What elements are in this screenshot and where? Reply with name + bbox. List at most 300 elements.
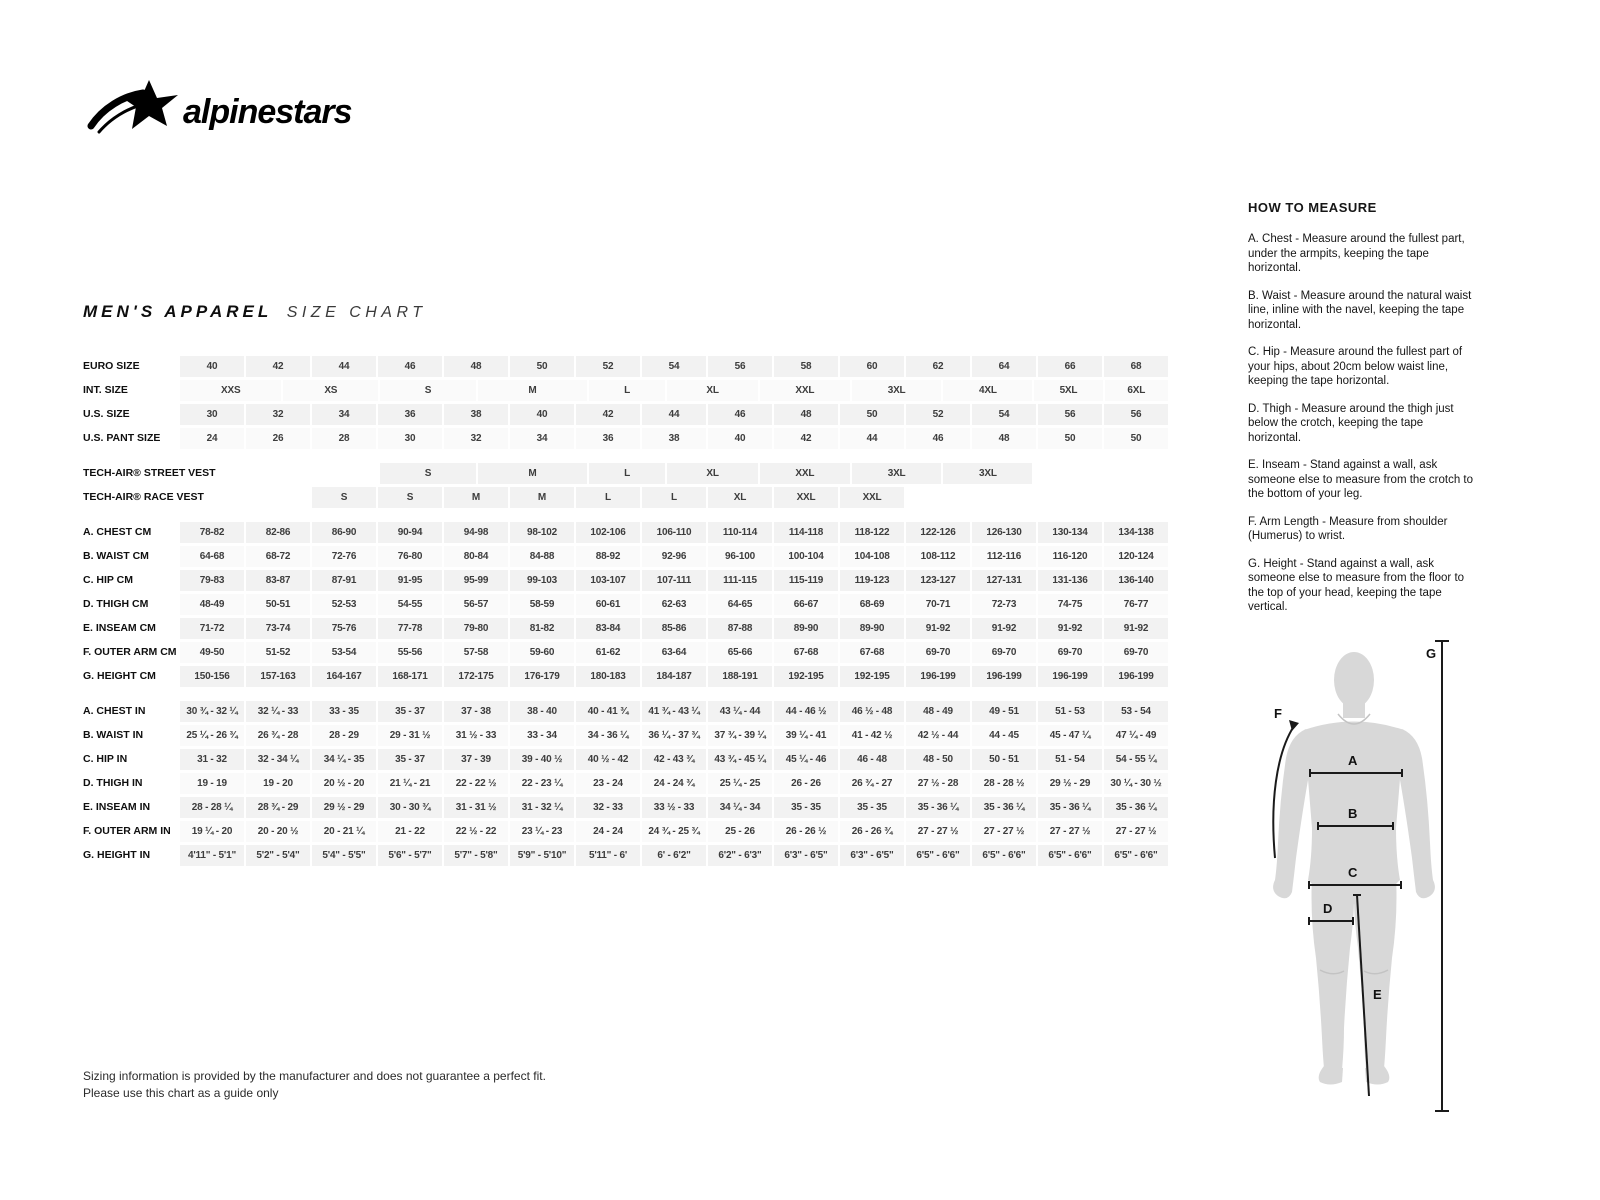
size-cell: 27 - 27 ½ [1104, 821, 1168, 842]
measure-instruction: D. Thigh - Measure around the thigh just below the crotch, keeping the tape horizontal. [1248, 402, 1454, 444]
size-cell: 67-68 [774, 642, 838, 663]
row-label: F. OUTER ARM CM [83, 646, 177, 658]
size-cell: 87-88 [708, 618, 772, 639]
size-cell: 29 - 31 ½ [378, 725, 442, 746]
size-cell: 56-57 [444, 594, 508, 615]
size-cell: 31 - 32 ¼ [510, 797, 574, 818]
size-cell: 25 ¼ - 25 [708, 773, 772, 794]
size-cell: 48-49 [180, 594, 244, 615]
size-cell: 115-119 [774, 570, 838, 591]
size-cell: 54 [642, 356, 706, 377]
size-cell: 37 ¾ - 39 ¼ [708, 725, 772, 746]
size-cell: 95-99 [444, 570, 508, 591]
size-cell: 46 - 48 [840, 749, 904, 770]
astar-logo-icon [85, 76, 365, 144]
size-cell: 32 [444, 428, 508, 449]
size-cell: 49 - 51 [972, 701, 1036, 722]
size-cell: 46 [708, 404, 772, 425]
page-title-sub: SIZE CHART [286, 304, 427, 321]
size-cell: 5'11" - 6' [576, 845, 640, 866]
size-cell: 35 - 36 ¼ [972, 797, 1036, 818]
size-cell: 99-103 [510, 570, 574, 591]
size-cell: 34 [312, 404, 376, 425]
size-cell: 68-69 [840, 594, 904, 615]
size-cell: 79-80 [444, 618, 508, 639]
size-cell: 62-63 [642, 594, 706, 615]
row-label: D. THIGH CM [83, 598, 149, 610]
size-cell: 19 - 19 [180, 773, 244, 794]
size-cell: 58 [774, 356, 838, 377]
size-cell: 83-84 [576, 618, 640, 639]
size-cell: 4XL [943, 380, 1032, 401]
table-row [83, 821, 1168, 842]
size-cell: 29 ½ - 29 [1038, 773, 1102, 794]
size-cell: 52-53 [312, 594, 376, 615]
size-cell: 66-67 [774, 594, 838, 615]
size-cell: 52 [576, 356, 640, 377]
row-label: C. HIP CM [83, 574, 133, 586]
size-cell: 40 [180, 356, 244, 377]
measure-instruction: F. Arm Length - Measure from shoulder (Humerus) to wrist. [1248, 515, 1448, 542]
size-cell: 19 ¼ - 20 [180, 821, 244, 842]
size-cell: 120-124 [1104, 546, 1168, 567]
size-cell: 6'3" - 6'5" [774, 845, 838, 866]
size-cell: 49-50 [180, 642, 244, 663]
size-cell: 73-74 [246, 618, 310, 639]
size-cell: 91-95 [378, 570, 442, 591]
table-row [83, 594, 1168, 615]
size-cell: 44 [840, 428, 904, 449]
size-cell: 6'5" - 6'6" [906, 845, 970, 866]
table-row [83, 725, 1168, 746]
size-cell: 56 [1104, 404, 1168, 425]
size-cell: 35 - 36 ¼ [906, 797, 970, 818]
size-cell: 94-98 [444, 522, 508, 543]
row-label: D. THIGH IN [83, 777, 143, 789]
size-cell: 51 - 54 [1038, 749, 1102, 770]
size-cell: 103-107 [576, 570, 640, 591]
size-cell: 188-191 [708, 666, 772, 687]
measure-instruction: C. Hip - Measure around the fullest part of your hips, about 20cm below waist line, keeping the tape horizontal. [1248, 346, 1463, 387]
size-cell: 66 [1038, 356, 1102, 377]
size-cell: 54-55 [378, 594, 442, 615]
row-label: G. HEIGHT IN [83, 849, 151, 861]
size-cell: M [478, 380, 587, 401]
size-cell: 71-72 [180, 618, 244, 639]
size-cell: 172-175 [444, 666, 508, 687]
size-cell: 30 ¾ - 32 ¼ [180, 701, 244, 722]
size-cell: 42 ½ - 44 [906, 725, 970, 746]
diagram-label-inseam: E [1373, 987, 1382, 1002]
table-row [83, 404, 1168, 425]
size-cell: 42 [774, 428, 838, 449]
size-cell: 62 [906, 356, 970, 377]
size-cell: 81-82 [510, 618, 574, 639]
size-cell: 26 - 26 ¾ [840, 821, 904, 842]
size-cell: 26 ¾ - 28 [246, 725, 310, 746]
size-cell: 114-118 [774, 522, 838, 543]
size-cell: 60-61 [576, 594, 640, 615]
table-row [83, 666, 1168, 687]
size-cell: 86-90 [312, 522, 376, 543]
size-cell: L [589, 463, 665, 484]
size-cell: 30 ¼ - 30 ½ [1104, 773, 1168, 794]
size-cell: 36 [576, 428, 640, 449]
size-cell: 102-106 [576, 522, 640, 543]
size-cell: 116-120 [1038, 546, 1102, 567]
size-cell: XXL [840, 487, 904, 508]
table-row [83, 428, 1168, 449]
size-cell: 28 [312, 428, 376, 449]
table-row [83, 487, 1168, 508]
size-cell: 87-91 [312, 570, 376, 591]
size-cell: 69-70 [1038, 642, 1102, 663]
size-cell: 68-72 [246, 546, 310, 567]
row-label: TECH-AIR® RACE VEST [83, 491, 204, 503]
row-label: TECH-AIR® STREET VEST [83, 467, 216, 479]
size-cell: M [510, 487, 574, 508]
size-cell: 196-199 [972, 666, 1036, 687]
size-cell: 184-187 [642, 666, 706, 687]
row-label: E. INSEAM CM [83, 622, 156, 634]
size-cell: 47 ¼ - 49 [1104, 725, 1168, 746]
size-cell: 24 - 24 ¾ [642, 773, 706, 794]
size-cell: XL [667, 463, 758, 484]
size-cell [906, 487, 970, 508]
size-cell: 90-94 [378, 522, 442, 543]
size-cell: 20 ½ - 20 [312, 773, 376, 794]
size-cell: 130-134 [1038, 522, 1102, 543]
size-cell: 91-92 [1038, 618, 1102, 639]
size-cell: 54 - 55 ¼ [1104, 749, 1168, 770]
size-cell: 37 - 39 [444, 749, 508, 770]
size-cell: 80-84 [444, 546, 508, 567]
size-cell: 40 [708, 428, 772, 449]
size-cell: 40 ½ - 42 [576, 749, 640, 770]
size-cell: 26 ¾ - 27 [840, 773, 904, 794]
table-row [83, 797, 1168, 818]
size-cell [1038, 487, 1102, 508]
size-cell [1104, 487, 1168, 508]
size-cell: 54 [972, 404, 1036, 425]
size-cell: 53 - 54 [1104, 701, 1168, 722]
size-cell: 38 [642, 428, 706, 449]
size-cell: S [380, 463, 476, 484]
size-cell: 127-131 [972, 570, 1036, 591]
row-label: A. CHEST IN [83, 705, 146, 717]
size-cell: 45 ¼ - 46 [774, 749, 838, 770]
table-row [83, 749, 1168, 770]
size-cell: 48 [774, 404, 838, 425]
size-cell: XXL [774, 487, 838, 508]
size-cell: 89-90 [774, 618, 838, 639]
size-cell: 29 ½ - 29 [312, 797, 376, 818]
diagram-label-chest: A [1348, 753, 1358, 768]
size-cell: 26 - 26 ½ [774, 821, 838, 842]
size-cell: 123-127 [906, 570, 970, 591]
size-cell: 28 ¾ - 29 [246, 797, 310, 818]
size-cell: 168-171 [378, 666, 442, 687]
size-cell: 76-77 [1104, 594, 1168, 615]
size-cell: 50 [1038, 428, 1102, 449]
size-cell: 65-66 [708, 642, 772, 663]
size-cell: 22 - 22 ½ [444, 773, 508, 794]
row-label: INT. SIZE [83, 384, 128, 396]
page-title [83, 302, 427, 322]
size-cell: 74-75 [1038, 594, 1102, 615]
size-cell: 46 [378, 356, 442, 377]
disclaimer [83, 1068, 546, 1101]
size-cell: 38 [444, 404, 508, 425]
size-cell: 28 - 28 ¼ [180, 797, 244, 818]
size-cell: 56 [1038, 404, 1102, 425]
size-cell: XS [283, 380, 378, 401]
size-cell: 68 [1104, 356, 1168, 377]
measure-instruction: E. Inseam - Stand against a wall, ask someone else to measure from the crotch to the bottom of your leg. [1248, 459, 1473, 500]
size-cell: 164-167 [312, 666, 376, 687]
size-cell: 83-87 [246, 570, 310, 591]
row-label: G. HEIGHT CM [83, 670, 156, 682]
measure-title: HOW TO MEASURE [1248, 200, 1377, 215]
row-label: B. WAIST IN [83, 729, 144, 741]
size-cell: 67-68 [840, 642, 904, 663]
table-row [83, 380, 1168, 401]
size-cell: 19 - 20 [246, 773, 310, 794]
size-cell: 28 - 29 [312, 725, 376, 746]
size-cell: L [576, 487, 640, 508]
size-cell: 111-115 [708, 570, 772, 591]
row-label: F. OUTER ARM IN [83, 825, 171, 837]
size-cell: 5'9" - 5'10" [510, 845, 574, 866]
size-cell: 6'3" - 6'5" [840, 845, 904, 866]
size-cell: 64-68 [180, 546, 244, 567]
size-cell: 44 - 45 [972, 725, 1036, 746]
diagram-label-thigh: D [1323, 901, 1333, 916]
size-cell: 196-199 [906, 666, 970, 687]
size-cell: 5'4" - 5'5" [312, 845, 376, 866]
size-cell: 35 - 35 [840, 797, 904, 818]
size-cell: 6'2" - 6'3" [708, 845, 772, 866]
size-cell: 50 [510, 356, 574, 377]
size-cell: 24 [180, 428, 244, 449]
measure-list [1248, 232, 1476, 615]
size-cell: 26 - 26 [774, 773, 838, 794]
size-cell: 34 [510, 428, 574, 449]
size-cell: 61-62 [576, 642, 640, 663]
size-cell: 3XL [852, 380, 942, 401]
size-cell: 6'5" - 6'6" [972, 845, 1036, 866]
size-cell: 64 [972, 356, 1036, 377]
size-cell: 3XL [852, 463, 942, 484]
size-cell: 91-92 [906, 618, 970, 639]
page-title-main: MEN'S APPAREL [83, 302, 273, 321]
size-cell: 91-92 [972, 618, 1036, 639]
size-cell: 48 - 49 [906, 701, 970, 722]
size-cell: 35 - 36 ¼ [1038, 797, 1102, 818]
size-cell: 35 - 36 ¼ [1104, 797, 1168, 818]
size-cell: 192-195 [774, 666, 838, 687]
size-cell: 72-73 [972, 594, 1036, 615]
size-cell: 32 - 33 [576, 797, 640, 818]
size-cell: 32 [246, 404, 310, 425]
size-cell: 122-126 [906, 522, 970, 543]
size-cell: 5XL [1034, 380, 1102, 401]
size-cell: 20 - 20 ½ [246, 821, 310, 842]
size-cell: 34 ¼ - 35 [312, 749, 376, 770]
size-cell: 6' - 6'2" [642, 845, 706, 866]
size-cell: 26 [246, 428, 310, 449]
size-cell: 38 - 40 [510, 701, 574, 722]
size-cell: 35 - 37 [378, 749, 442, 770]
size-cell: 27 ½ - 28 [906, 773, 970, 794]
size-cell: 69-70 [1104, 642, 1168, 663]
size-cell: 112-116 [972, 546, 1036, 567]
size-cell: 33 - 34 [510, 725, 574, 746]
size-cell: 27 - 27 ½ [972, 821, 1036, 842]
size-cell: 70-71 [906, 594, 970, 615]
size-cell: 30 - 30 ¾ [378, 797, 442, 818]
row-label: EURO SIZE [83, 360, 140, 372]
size-cell: 30 [180, 404, 244, 425]
size-cell: 136-140 [1104, 570, 1168, 591]
size-cell: 196-199 [1038, 666, 1102, 687]
size-cell: 84-88 [510, 546, 574, 567]
size-cell: 108-112 [906, 546, 970, 567]
size-cell: 6'5" - 6'6" [1104, 845, 1168, 866]
table-row [83, 845, 1168, 866]
size-cell: 35 - 37 [378, 701, 442, 722]
size-cell: 22 ½ - 22 [444, 821, 508, 842]
diagram-label-arm: F [1274, 706, 1282, 721]
size-cell: 96-100 [708, 546, 772, 567]
size-cell: 4'11" - 5'1" [180, 845, 244, 866]
size-cell: 25 - 26 [708, 821, 772, 842]
size-cell: 60 [840, 356, 904, 377]
diagram-label-waist: B [1348, 806, 1358, 821]
disclaimer-line-1: Sizing information is provided by the manufacturer and does not guarantee a perfect fit. [83, 1069, 546, 1083]
row-label: A. CHEST CM [83, 526, 152, 538]
size-cell: 50 [1104, 428, 1168, 449]
size-cell: 59-60 [510, 642, 574, 663]
size-cell: 52 [906, 404, 970, 425]
diagram-label-hip: C [1348, 865, 1358, 880]
size-cell: 46 [906, 428, 970, 449]
size-cell: 77-78 [378, 618, 442, 639]
size-cell: 176-179 [510, 666, 574, 687]
size-cell: 39 ¼ - 41 [774, 725, 838, 746]
size-cell: 76-80 [378, 546, 442, 567]
size-cell [972, 487, 1036, 508]
table-row [83, 522, 1168, 543]
size-cell: 89-90 [840, 618, 904, 639]
size-cell: 40 [510, 404, 574, 425]
size-cell: 34 ¼ - 34 [708, 797, 772, 818]
size-cell: 98-102 [510, 522, 574, 543]
size-cell: 24 - 24 [576, 821, 640, 842]
size-cell: 32 - 34 ¼ [246, 749, 310, 770]
size-cell: L [589, 380, 665, 401]
size-cell: 44 - 46 ½ [774, 701, 838, 722]
size-cell: 5'6" - 5'7" [378, 845, 442, 866]
size-cell: 119-123 [840, 570, 904, 591]
size-cell: 33 ½ - 33 [642, 797, 706, 818]
size-cell: 63-64 [642, 642, 706, 663]
size-cell: 57-58 [444, 642, 508, 663]
size-cell: 31 ½ - 33 [444, 725, 508, 746]
size-cell: 69-70 [972, 642, 1036, 663]
size-cell: 40 - 41 ¾ [576, 701, 640, 722]
table-row [83, 570, 1168, 591]
row-label: U.S. SIZE [83, 408, 130, 420]
diagram-label-height: G [1426, 646, 1437, 661]
size-cell: 51-52 [246, 642, 310, 663]
size-cell: L [642, 487, 706, 508]
size-cell: 58-59 [510, 594, 574, 615]
size-cell: S [312, 487, 376, 508]
table-row [83, 546, 1168, 567]
size-cell: 28 - 28 ½ [972, 773, 1036, 794]
size-cell: 53-54 [312, 642, 376, 663]
size-cell: 192-195 [840, 666, 904, 687]
size-cell: 56 [708, 356, 772, 377]
size-cell: 43 ¼ - 44 [708, 701, 772, 722]
size-cell: XL [708, 487, 772, 508]
size-cell: 85-86 [642, 618, 706, 639]
size-cell: 41 ¾ - 43 ¼ [642, 701, 706, 722]
size-cell: 50-51 [246, 594, 310, 615]
measure-instruction: B. Waist - Measure around the natural waist line, inline with the navel, keeping the tape horizontal. [1248, 289, 1472, 331]
row-label: B. WAIST CM [83, 550, 149, 562]
size-cell: S [380, 380, 476, 401]
measure-instruction: A. Chest - Measure around the fullest part, under the armpits, keeping the tape horizontal. [1248, 233, 1465, 274]
size-cell: 6'5" - 6'6" [1038, 845, 1102, 866]
size-cell: 44 [642, 404, 706, 425]
row-label: U.S. PANT SIZE [83, 432, 161, 444]
size-cell: 21 ¼ - 21 [378, 773, 442, 794]
size-cell: 88-92 [576, 546, 640, 567]
size-cell: 23 ¼ - 23 [510, 821, 574, 842]
size-cell: 42 [246, 356, 310, 377]
size-cell: 126-130 [972, 522, 1036, 543]
size-cell: 48 [444, 356, 508, 377]
size-cell: 5'2" - 5'4" [246, 845, 310, 866]
size-cell: 55-56 [378, 642, 442, 663]
measure-instruction: G. Height - Stand against a wall, ask someone else to measure from the floor to the top of your head, keeping the tape vertical. [1248, 557, 1465, 613]
size-cell [1105, 463, 1168, 484]
size-cell: 79-83 [180, 570, 244, 591]
size-cell: 46 ½ - 48 [840, 701, 904, 722]
size-cell: 20 - 21 ¼ [312, 821, 376, 842]
table-row [83, 356, 1168, 377]
table-row [83, 773, 1168, 794]
size-cell: 3XL [943, 463, 1032, 484]
size-cell: 131-136 [1038, 570, 1102, 591]
size-cell: 51 - 53 [1038, 701, 1102, 722]
size-cell: S [378, 487, 442, 508]
size-cell: 150-156 [180, 666, 244, 687]
body-diagram [1230, 618, 1560, 1123]
size-cell: XXS [180, 380, 281, 401]
size-cell: 42 - 43 ¾ [642, 749, 706, 770]
size-cell: 92-96 [642, 546, 706, 567]
size-cell: 106-110 [642, 522, 706, 543]
size-cell: 33 - 35 [312, 701, 376, 722]
size-cell: 41 - 42 ½ [840, 725, 904, 746]
size-cell: 48 - 50 [906, 749, 970, 770]
size-cell: 72-76 [312, 546, 376, 567]
size-cell: 24 ¾ - 25 ¾ [642, 821, 706, 842]
size-cell: 43 ¾ - 45 ¼ [708, 749, 772, 770]
